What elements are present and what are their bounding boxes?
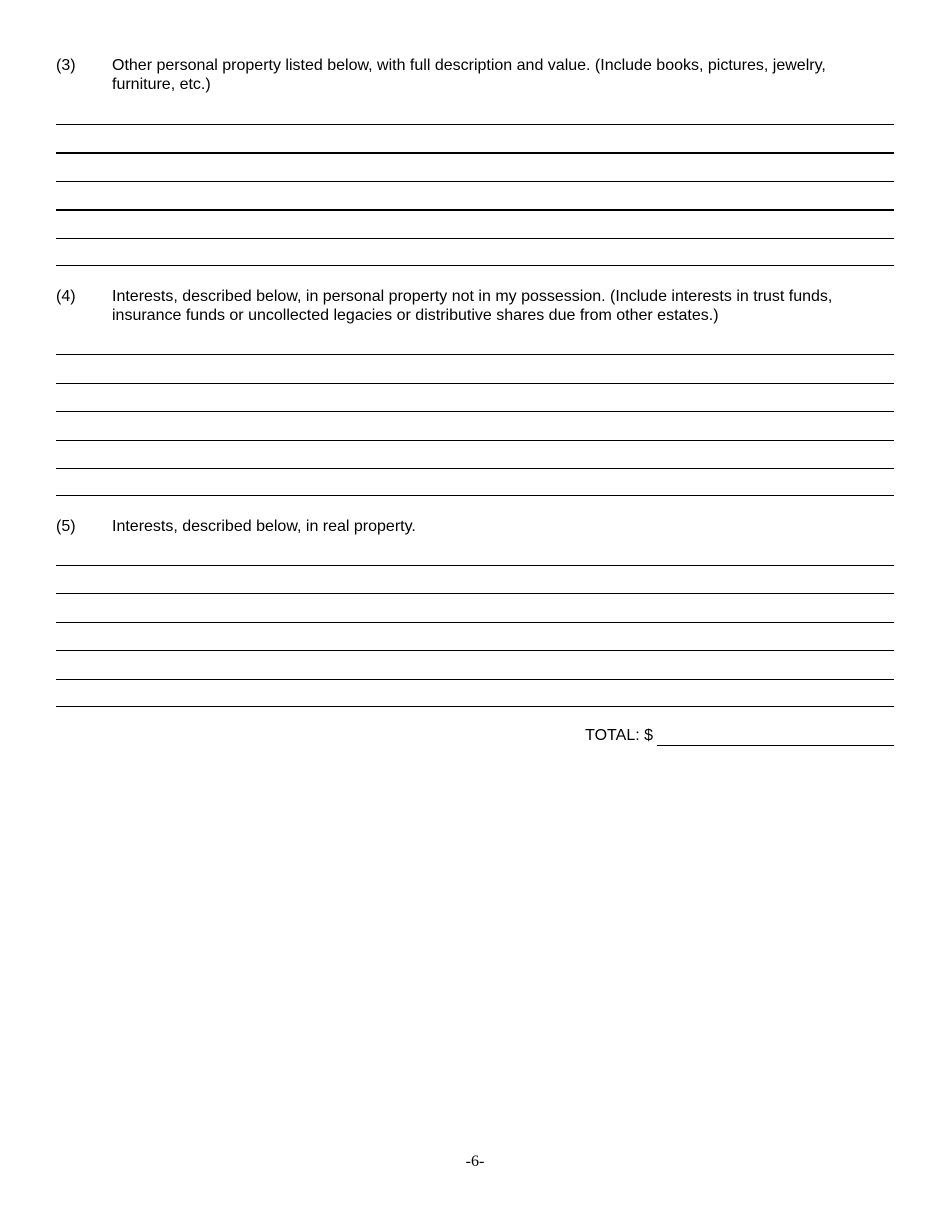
section-description-line: furniture, etc.) xyxy=(112,76,211,93)
section-number: (3) xyxy=(56,57,76,74)
write-in-line[interactable] xyxy=(56,706,894,707)
write-in-line[interactable] xyxy=(56,354,894,355)
total-label: TOTAL: $ xyxy=(585,727,653,744)
write-in-line[interactable] xyxy=(56,622,894,623)
section-description xyxy=(112,56,894,94)
section-description-line: Interests, described below, in personal property not in my possession. (Include interests in trust funds, xyxy=(112,288,833,305)
write-in-line[interactable] xyxy=(56,411,894,412)
write-in-line[interactable] xyxy=(56,495,894,496)
write-in-line[interactable] xyxy=(56,593,894,594)
total-row xyxy=(585,726,894,746)
section-description xyxy=(112,517,894,536)
write-in-line[interactable] xyxy=(56,265,894,266)
page-number: -6- xyxy=(465,1153,485,1170)
write-in-line[interactable] xyxy=(56,181,894,182)
write-in-line[interactable] xyxy=(56,238,894,239)
write-in-line[interactable] xyxy=(56,565,894,566)
section-description-line: Interests, described below, in real property. xyxy=(112,518,416,535)
section-5 xyxy=(56,517,894,709)
section-description-line: insurance funds or uncollected legacies or distributive shares due from other estates.) xyxy=(112,307,719,324)
section-description xyxy=(112,287,894,325)
write-in-line[interactable] xyxy=(56,650,894,651)
total-amount-field[interactable] xyxy=(657,729,894,746)
write-in-line[interactable] xyxy=(56,124,894,125)
write-in-line[interactable] xyxy=(56,152,894,154)
section-4 xyxy=(56,287,894,497)
section-number: (4) xyxy=(56,288,76,305)
section-3 xyxy=(56,56,894,266)
write-in-line[interactable] xyxy=(56,679,894,680)
section-description-line: Other personal property listed below, with full description and value. (Include books, pictures, jewelry, xyxy=(112,57,826,74)
write-in-line[interactable] xyxy=(56,468,894,469)
section-number: (5) xyxy=(56,518,76,535)
write-in-line[interactable] xyxy=(56,209,894,211)
write-in-line[interactable] xyxy=(56,383,894,384)
write-in-line[interactable] xyxy=(56,440,894,441)
